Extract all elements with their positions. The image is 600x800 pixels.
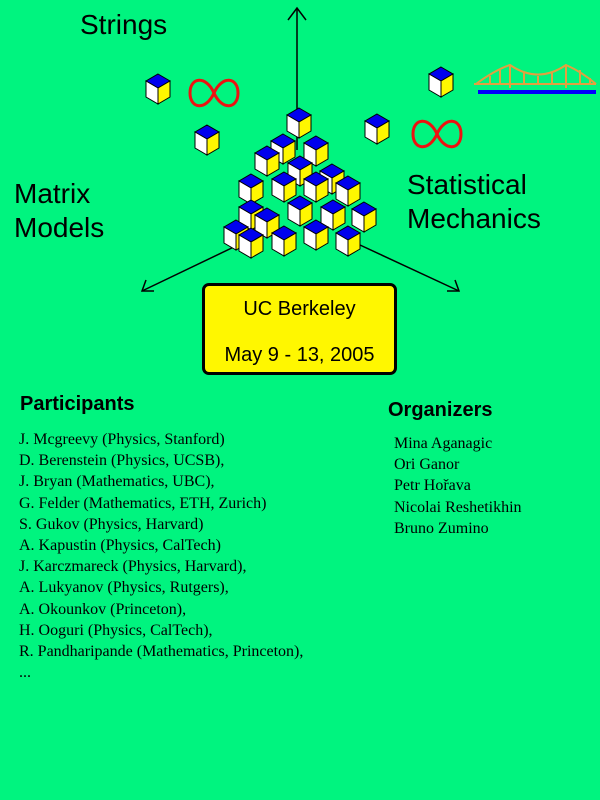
event-box — [202, 283, 397, 375]
topic-strings: Strings — [80, 9, 168, 40]
cube-icon — [429, 67, 453, 97]
list-item: A. Kapustin (Physics, CalTech) — [19, 537, 221, 555]
cube-icon — [146, 74, 170, 104]
list-item: R. Pandharipande (Mathematics, Princeton), — [19, 643, 304, 661]
list-item: J. Karczmareck (Physics, Harvard), — [19, 558, 247, 576]
list-item: Bruno Zumino — [394, 519, 489, 537]
axes — [142, 8, 459, 291]
list-item: Ori Ganor — [394, 456, 460, 474]
topic-matrix-models: Matrix Models — [14, 178, 105, 243]
cube-icon — [195, 125, 219, 155]
cube-pyramid — [224, 108, 376, 258]
list-item: J. Mcgreevy (Physics, Stanford) — [19, 431, 225, 448]
list-item: S. Gukov (Physics, Harvard) — [19, 515, 204, 533]
list-item: Mina Aganagic — [394, 435, 493, 452]
figure-eight-knot-icon — [190, 80, 238, 106]
list-item: J. Bryan (Mathematics, UBC), — [19, 473, 215, 491]
organizers-heading: Organizers — [388, 399, 493, 421]
list-item: A. Okounkov (Princeton), — [19, 600, 187, 618]
list-item: A. Lukyanov (Physics, Rutgers), — [19, 579, 229, 597]
list-item: Nicolai Reshetikhin — [394, 498, 522, 516]
cube-icon — [365, 114, 389, 144]
list-item: D. Berenstein (Physics, UCSB), — [19, 452, 225, 470]
participants-heading: Participants — [20, 393, 135, 415]
figure-eight-knot-icon — [413, 121, 461, 147]
participants-list — [19, 429, 379, 683]
list-item: Petr Hořava — [394, 477, 471, 495]
event-place: UC Berkeley — [243, 298, 356, 320]
list-item: ... — [19, 664, 31, 682]
list-item: H. Ooguri (Physics, CalTech), — [19, 621, 213, 639]
event-dates: May 9 - 13, 2005 — [224, 344, 375, 366]
topic-statistical-mechanics: Statistical Mechanics — [407, 169, 541, 234]
list-item: G. Felder (Mathematics, ETH, Zurich) — [19, 494, 267, 512]
bridge-icon — [474, 65, 596, 92]
organizers-list — [394, 433, 594, 539]
